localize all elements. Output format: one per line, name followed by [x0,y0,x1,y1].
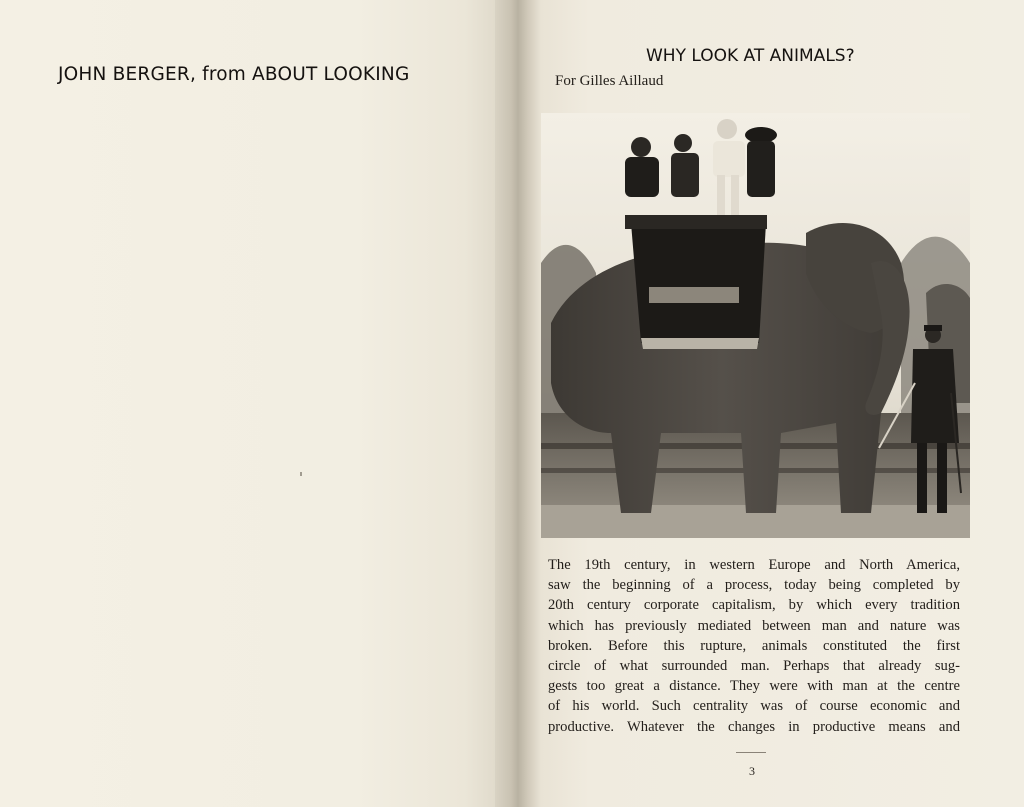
chapter-title: WHY LOOK AT ANIMALS? [646,46,855,66]
body-line: gests too great a distance. They were with man at the centre [548,678,960,695]
body-line: 20th century corporate capitalism, by which every tradition [548,597,960,614]
body-line: The 19th century, in western Europe and North America, [548,557,960,573]
elephant-photo [541,113,970,538]
body-line: productive. Whatever the changes in productive means and [548,718,960,735]
body-line: of his world. Such centrality was of course economic and [548,698,960,715]
book-gutter [495,0,541,807]
body-line: circle of what surrounded man. Perhaps that already sug- [548,657,960,674]
paper-speck [300,472,302,476]
body-text [548,555,960,737]
page-number: 3 [749,764,755,778]
footer-rule [736,752,766,753]
body-line: broken. Before this rupture, animals constituted the first [548,637,960,654]
left-page-title: JOHN BERGER, from ABOUT LOOKING [58,64,410,85]
left-page [0,0,505,807]
body-line: saw the beginning of a process, today being completed by [548,577,960,594]
body-line: which has previously mediated between man and nature was [548,617,960,634]
dedication: For Gilles Aillaud [555,73,664,89]
